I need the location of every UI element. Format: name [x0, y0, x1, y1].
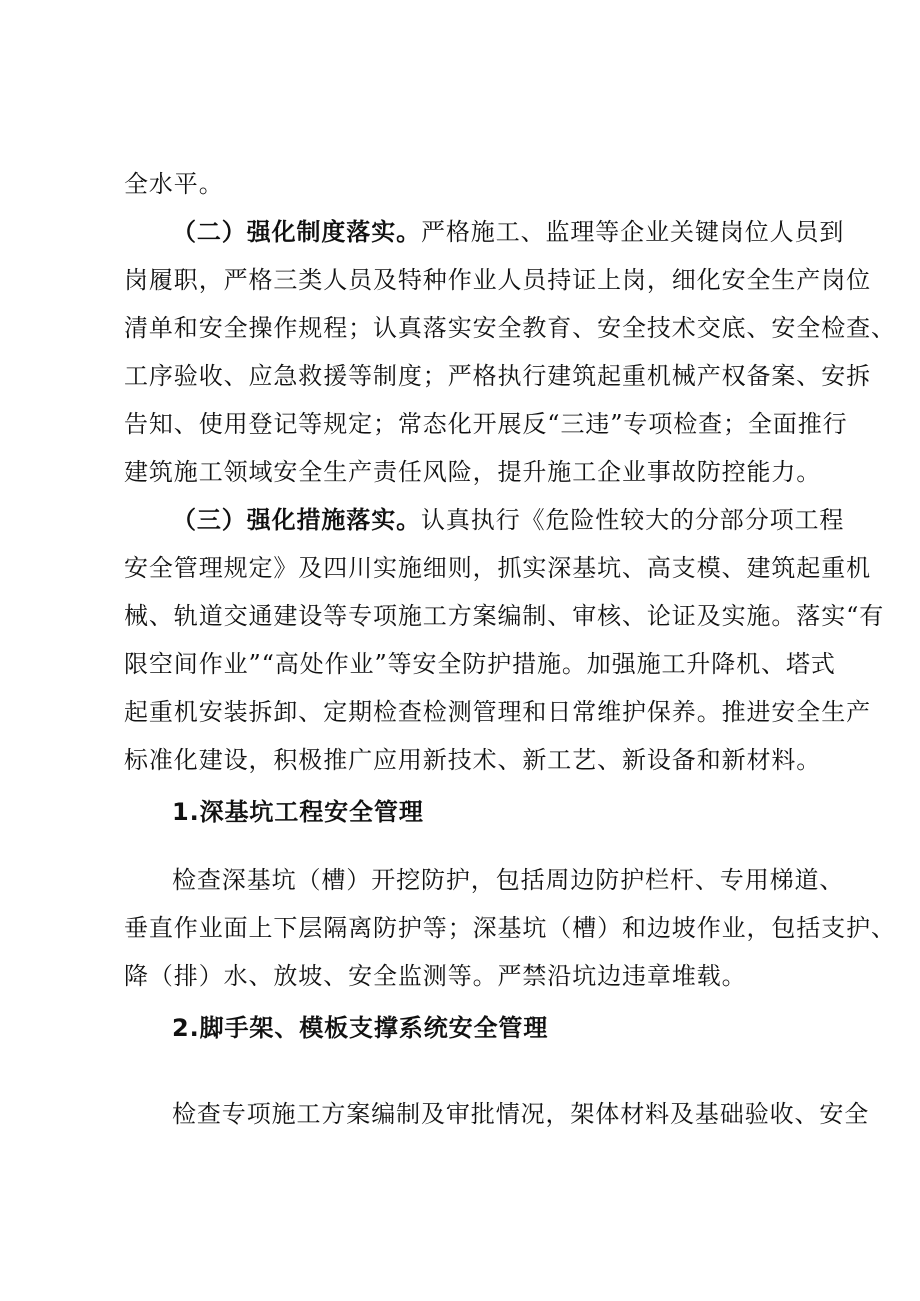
line-text: 全水平。: [124, 170, 224, 198]
paragraph-line: [0, 644, 920, 684]
line-text: 检查专项施工方案编制及审批情况，架体材料及基础验收、安全: [172, 1100, 870, 1128]
line-text: 严格施工、监理等企业关键岗位人员到: [421, 218, 845, 246]
line-text: 起重机安装拆卸、定期检查检测管理和日常维护保养。推进安全生产: [124, 698, 871, 726]
paragraph-line: [0, 356, 920, 396]
line-text: 降（排）水、放坡、安全监测等。严禁沿坑边违章堆载。: [124, 962, 747, 990]
paragraph-line: [0, 164, 920, 204]
line-text: 建筑施工领域安全生产责任风险，提升施工企业事故防控能力。: [124, 458, 822, 486]
paragraph-line: [0, 596, 920, 636]
paragraph-line: [0, 1094, 920, 1134]
subsection-heading: [0, 1008, 920, 1048]
paragraph-line: [0, 692, 920, 732]
line-text: 认真执行《危险性较大的分部分项工程: [421, 506, 845, 534]
paragraph-line: [0, 452, 920, 492]
line-text: 械、轨道交通建设等专项施工方案编制、审核、论证及实施。落实“有: [124, 602, 885, 630]
line-text: 安全管理规定》及四川实施细则，抓实深基坑、高支模、建筑起重机: [124, 554, 871, 582]
line-text: 1.深基坑工程安全管理: [172, 798, 424, 826]
section-heading-line: [0, 500, 920, 540]
line-text: 检查深基坑（槽）开挖防护，包括周边防护栏杆、专用梯道、: [172, 866, 845, 894]
paragraph-line: [0, 860, 920, 900]
paragraph-line: [0, 404, 920, 444]
paragraph-line: [0, 260, 920, 300]
paragraph-line: [0, 956, 920, 996]
section-heading: （二）强化制度落实。: [172, 218, 421, 246]
subsection-heading: [0, 792, 920, 832]
line-text: 岗履职，严格三类人员及特种作业人员持证上岗，细化安全生产岗位: [124, 266, 871, 294]
paragraph-line: [0, 740, 920, 780]
line-text: 工序验收、应急救援等制度；严格执行建筑起重机械产权备案、安拆: [124, 362, 871, 390]
paragraph-line: [0, 308, 920, 348]
paragraph-line: [0, 908, 920, 948]
paragraph-line: [0, 548, 920, 588]
line-text: 限空间作业”“高处作业”等安全防护措施。加强施工升降机、塔式: [124, 650, 836, 678]
line-text: 告知、使用登记等规定；常态化开展反“三违”专项检查；全面推行: [124, 410, 848, 438]
section-heading-line: [0, 212, 920, 252]
line-text: 垂直作业面上下层隔离防护等；深基坑（槽）和边坡作业，包括支护、: [124, 914, 896, 942]
section-heading: （三）强化措施落实。: [172, 506, 421, 534]
line-text: 2.脚手架、模板支撑系统安全管理: [172, 1014, 549, 1042]
line-text: 标准化建设，积极推广应用新技术、新工艺、新设备和新材料。: [124, 746, 822, 774]
line-text: 清单和安全操作规程；认真落实安全教育、安全技术交底、安全检查、: [124, 314, 896, 342]
